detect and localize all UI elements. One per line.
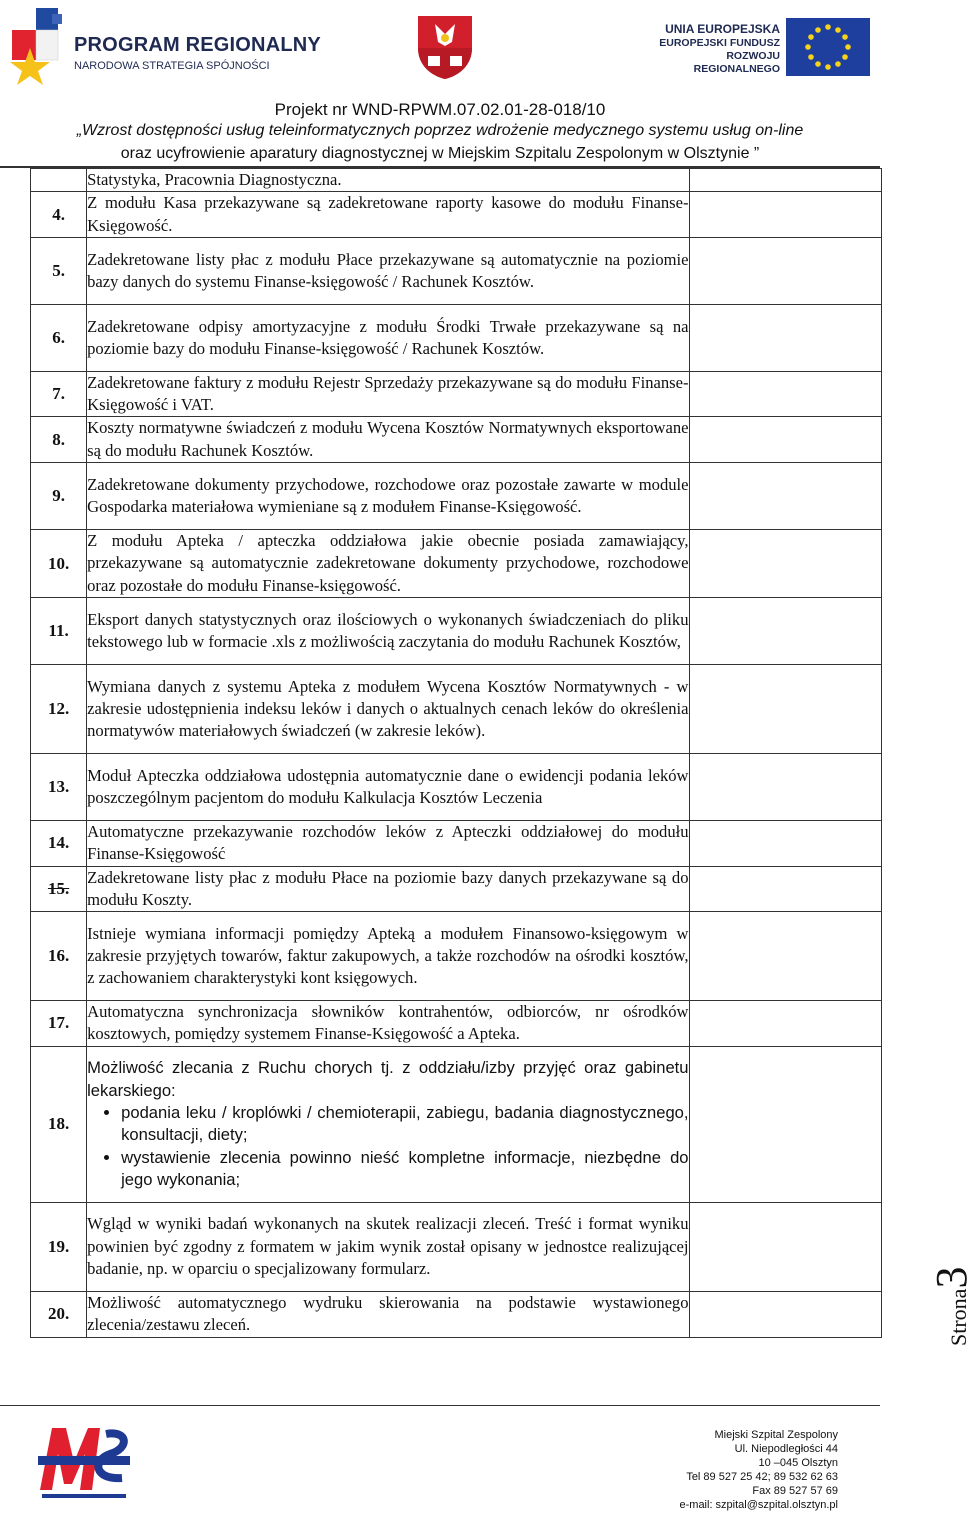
row-text: Automatyczna synchronizacja słowników kontrahentów, odbiorców, nr ośrodków kosztowych, pomiędzy systemem Finanse-Księgowość a Apteka. <box>87 1001 689 1047</box>
program-star-icon <box>8 8 70 86</box>
page-number-value: 3 <box>927 1266 976 1289</box>
row-number: 16. <box>31 912 87 1001</box>
row-number: 4. <box>31 192 87 238</box>
row-number: 18. <box>31 1046 87 1202</box>
table-row <box>31 237 882 304</box>
table-row <box>31 530 882 598</box>
table-row <box>31 866 882 912</box>
row-value-cell <box>689 417 881 463</box>
row-text: Zadekretowane dokumenty przychodowe, rozchodowe oraz pozostałe zawarte w module Gospodarka materiałowa wymieniane są z modułem Finanse-Księgowość. <box>87 463 689 530</box>
row-value-cell <box>689 1202 881 1291</box>
row-text: Zadekretowane faktury z modułu Rejestr Sprzedaży przekazywane są do modułu Finanse-Księgowość i VAT. <box>87 371 689 417</box>
hospital-email: e-mail: szpital@szpital.olsztyn.pl <box>679 1499 838 1511</box>
row-value-cell <box>689 753 881 820</box>
program-title: PROGRAM REGIONALNY <box>74 34 321 56</box>
row-text <box>87 1046 689 1202</box>
table-row <box>31 417 882 463</box>
row-text: Automatyczne przekazywanie rozchodów leków z Apteczki oddziałowej do modułu Finanse-Księgowość <box>87 820 689 866</box>
table-row <box>31 1291 882 1337</box>
table-row <box>31 169 882 192</box>
row-value-cell <box>689 866 881 912</box>
row-value-cell <box>689 1291 881 1337</box>
row-text: Istnieje wymiana informacji pomiędzy Apteką a modułem Finansowo-księgowym w zakresie przyjętych towarów, faktur zakupowych, a także rozchodów na ośrodki kosztów, z zachowaniem charakterystyki kont księgowych. <box>87 912 689 1001</box>
row-value-cell <box>689 912 881 1001</box>
row-text: Zadekretowane listy płac z modułu Płace przekazywane są automatycznie na poziomie bazy danych do systemu Finanse-księgowość / Rachunek Kosztów. <box>87 237 689 304</box>
row-value-cell <box>689 192 881 238</box>
row-value-cell <box>689 1046 881 1202</box>
eu-text <box>640 22 780 76</box>
row-number: 13. <box>31 753 87 820</box>
row-text: Wgląd w wyniki badań wykonanych na skutek realizacji zleceń. Treść i format wyniku powinien być zgodny z formatem w jakim wynik został opisany w jednostce realizującej badanie, np. w oparciu o specjalizowany formularz. <box>87 1202 689 1291</box>
row-value-cell <box>689 820 881 866</box>
page-number <box>926 1267 977 1346</box>
table-row <box>31 1202 882 1291</box>
project-title-line-1: „Wzrost dostępności usług teleinformatycznych poprzez wdrożenie medycznego systemu usług on-line <box>76 122 804 139</box>
row-text: Z modułu Kasa przekazywane są zadekretowane raporty kasowe do modułu Finanse-Księgowość. <box>87 192 689 238</box>
list-item: • podania leku / kroplówki / chemioterapii, zabiegu, badania diagnostycznego, konsultacji, diety; <box>121 1102 688 1147</box>
row-number: 14. <box>31 820 87 866</box>
coat-of-arms-icon <box>416 14 474 80</box>
table-row <box>31 912 882 1001</box>
row-value-cell <box>689 1001 881 1047</box>
eu-line-2: EUROPEJSKI FUNDUSZ <box>659 37 780 49</box>
row-number: 5. <box>31 237 87 304</box>
row-number: 20. <box>31 1291 87 1337</box>
row-text: Zadekretowane odpisy amortyzacyjne z modułu Środki Trwałe przekazywane są na poziomie bazy do modułu Finanse-księgowość / Rachunek Kosztów. <box>87 304 689 371</box>
program-regionalny-logo <box>8 8 321 88</box>
project-number: Projekt nr WND-RPWM.07.02.01-28-018/10 <box>274 100 606 119</box>
row-number: 17. <box>31 1001 87 1047</box>
eu-line-1: UNIA EUROPEJSKA <box>665 22 780 36</box>
table-row <box>31 304 882 371</box>
row-number <box>31 169 87 192</box>
row-text: Eksport danych statystycznych oraz ilościowych o wykonanych świadczeniach do pliku tekstowego lub w formacie .xls z możliwością zaczytania do modułu Rachunek Kosztów, <box>87 597 689 664</box>
page-label: Strona <box>946 1288 971 1346</box>
hospital-fax: Fax 89 527 57 69 <box>752 1485 838 1497</box>
row-text: Zadekretowane listy płac z modułu Płace na poziomie bazy danych przekazywane są do modułu Koszty. <box>87 866 689 912</box>
row-number: 15. <box>31 866 87 912</box>
table-row <box>31 463 882 530</box>
table-row <box>31 597 882 664</box>
row-number: 6. <box>31 304 87 371</box>
row-value-cell <box>689 597 881 664</box>
eu-flag-icon <box>786 18 870 76</box>
row-number: 19. <box>31 1202 87 1291</box>
row-value-cell <box>689 664 881 753</box>
row-text: Możliwość automatycznego wydruku skierowania na podstawie wystawionego zlecenia/zestawu zleceń. <box>87 1291 689 1337</box>
hospital-phone: Tel 89 527 25 42; 89 532 62 63 <box>686 1471 838 1483</box>
table-row <box>31 192 882 238</box>
table-row <box>31 1001 882 1047</box>
hospital-name: Miejski Szpital Zespolony <box>714 1429 838 1441</box>
row-number: 10. <box>31 530 87 598</box>
table-row <box>31 753 882 820</box>
project-title-line-2: oraz ucyfrowienie aparatury diagnostycznej w Miejskim Szpitalu Zespolonym w Olsztynie ” <box>120 145 760 162</box>
list-item: • wystawienie zlecenia powinno nieść kompletne informacje, niezbędne do jego wykonania; <box>121 1147 688 1192</box>
row-value-cell <box>689 530 881 598</box>
table-row <box>31 664 882 753</box>
row-value-cell <box>689 371 881 417</box>
row-number: 11. <box>31 597 87 664</box>
row-text: Z modułu Apteka / apteczka oddziałowa jakie obecnie posiada zamawiający, przekazywane są automatycznie zadekretowane dokumenty przychodowe, rozchodowe oraz pozostałe do modułu Finanse-księgowość. <box>87 530 689 598</box>
requirements-table <box>30 168 882 1338</box>
row-value-cell <box>689 169 881 192</box>
row-text: Moduł Apteczka oddziałowa udostępnia automatycznie dane o ewidencji podania leków poszczególnym pacjentom do modułu Kalkulacja Kosztów Leczenia <box>87 753 689 820</box>
hospital-street: Ul. Niepodległości 44 <box>734 1443 838 1455</box>
row-text: Koszty normatywne świadczeń z modułu Wycena Kosztów Normatywnych eksportowane są do modułu Rachunek Kosztów. <box>87 417 689 463</box>
header-logos <box>0 0 960 98</box>
row-text: Wymiana danych z systemu Apteka z modułem Wycena Kosztów Normatywnych - w zakresie udostępnienia indeksu leków i danych o aktualnych cenach leków do określenia normatywów materiałowych świadczeń (w zakresie leków). <box>87 664 689 753</box>
table-row <box>31 1046 882 1202</box>
row-value-cell <box>689 463 881 530</box>
row-number: 7. <box>31 371 87 417</box>
row-value-cell <box>689 237 881 304</box>
row-number: 12. <box>31 664 87 753</box>
msz-logo-icon <box>36 1418 132 1502</box>
order-bullet-list <box>87 1102 688 1191</box>
footer-address <box>560 1428 838 1512</box>
row-text: Statystyka, Pracownia Diagnostyczna. <box>87 169 689 192</box>
row-number: 9. <box>31 463 87 530</box>
table-row <box>31 820 882 866</box>
program-subtitle: NARODOWA STRATEGIA SPÓJNOŚCI <box>74 60 270 72</box>
table-row <box>31 371 882 417</box>
row-value-cell <box>689 304 881 371</box>
eu-line-3: ROZWOJU REGIONALNEGO <box>693 50 780 75</box>
order-intro: Możliwość zlecania z Ruchu chorych tj. z oddziału/izby przyjęć oraz gabinetu lekarskiego: <box>87 1058 689 1100</box>
footer-divider <box>0 1405 880 1406</box>
hospital-city: 10 –045 Olsztyn <box>758 1457 838 1469</box>
row-number: 8. <box>31 417 87 463</box>
eu-logo <box>640 18 870 78</box>
